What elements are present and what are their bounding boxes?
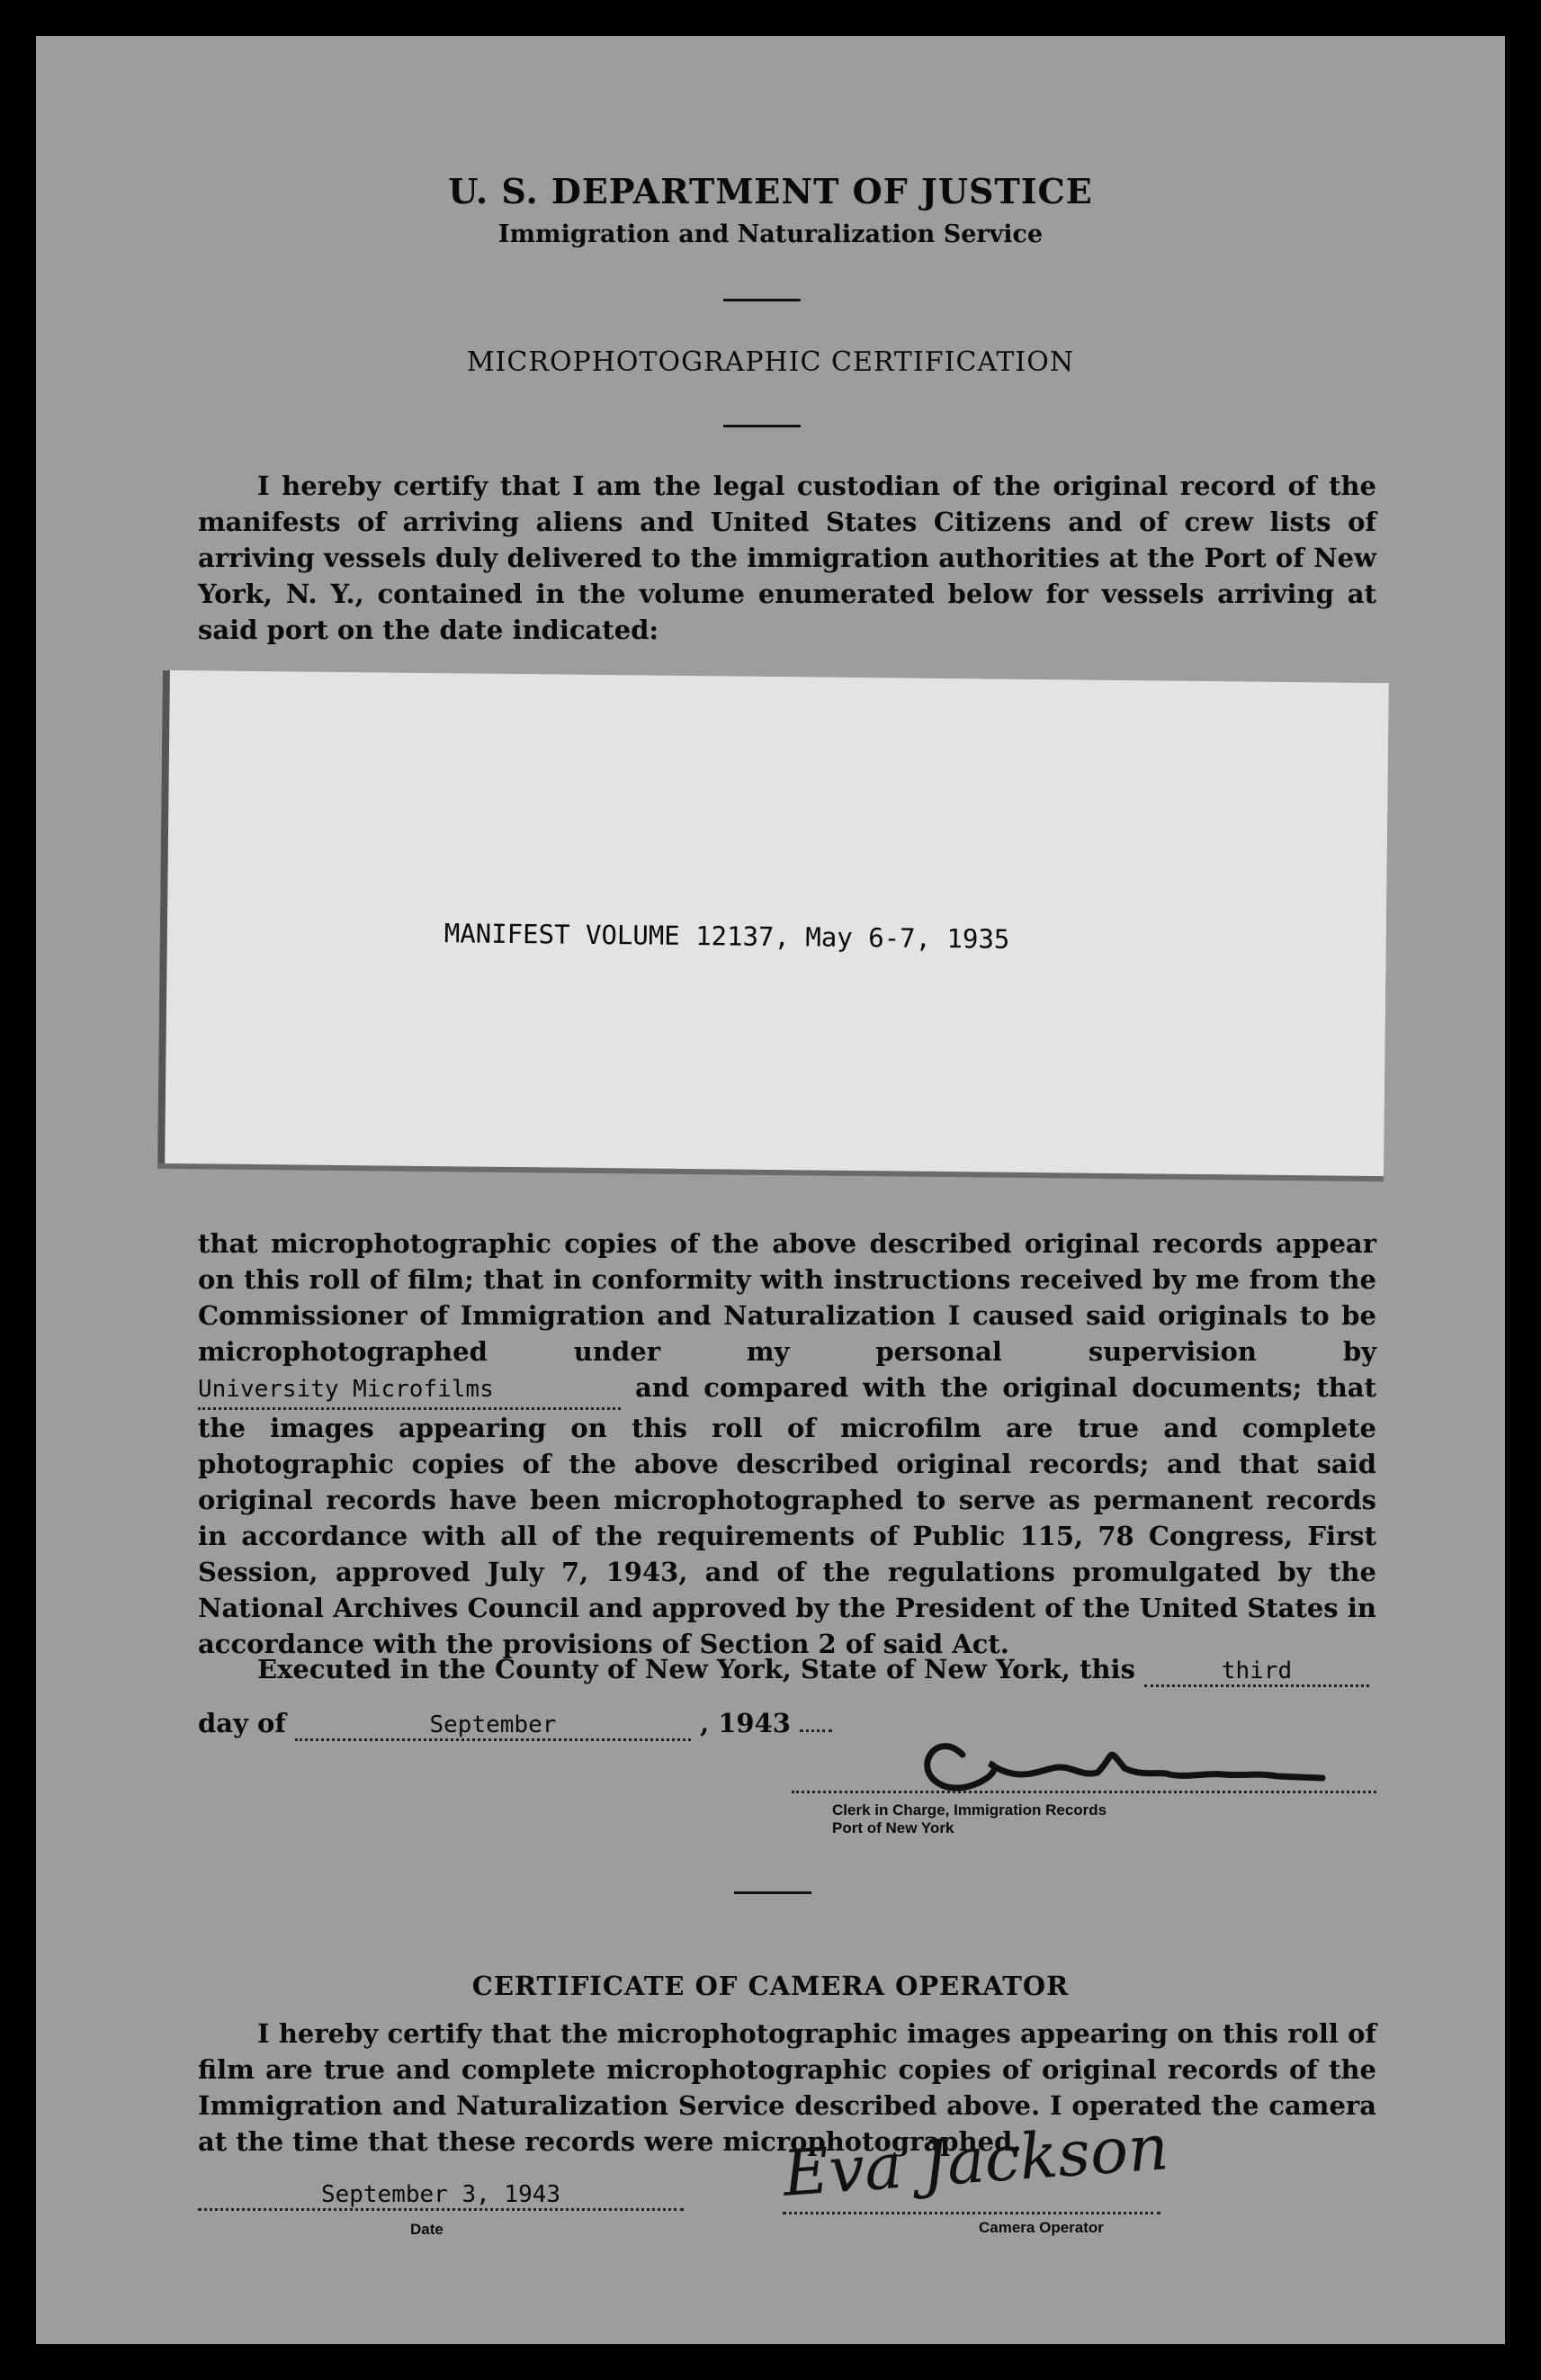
executed-day-value: third (1221, 1657, 1293, 1684)
year-value: , 1943 (700, 1708, 791, 1738)
service-heading: Immigration and Naturalization Service (497, 220, 1044, 248)
filmed-by-value: University Microfilms (198, 1376, 494, 1403)
divider (723, 425, 801, 427)
divider (734, 1891, 811, 1894)
operator-title: CERTIFICATE OF CAMERA OPERATOR (471, 1971, 1070, 2001)
day-of-line (198, 1708, 832, 1741)
volume-card (157, 670, 1389, 1176)
operator-date-value: September 3, 1943 (320, 2181, 561, 2208)
certification-title: MICROPHOTOGRAPHIC CERTIFICATION (466, 346, 1075, 378)
operator-date-field (198, 2178, 684, 2211)
operator-signature-line (783, 2212, 1160, 2214)
certification-body (198, 1226, 1376, 1662)
department-heading: U. S. DEPARTMENT OF JUSTICE (448, 171, 1093, 211)
operator-paragraph: I hereby certify that the microphotographic images appearing on this roll of film are true and complete microphotographic copies of original records of the Immigration and Naturalization Service described above. I operated the camera at the time that these records were microphotographed. (198, 2018, 1376, 2157)
clerk-signature (900, 1719, 1367, 1809)
operator-signature: Eva Jackson (780, 2110, 1171, 2211)
operator-date-line (198, 2178, 684, 2211)
intro-paragraph: I hereby certify that I am the legal custodian of the original record of the manifests of arriving aliens and United States Citizens and of crew lists of arriving vessels duly delivered to the immigration authorities at the Port of New York, N. Y., contained in the volume enumerated below for vessels arriving at said port on the date indicated: (198, 471, 1376, 645)
date-label: Date (410, 2221, 443, 2238)
executed-line (257, 1654, 1369, 1687)
month-field (295, 1708, 691, 1741)
executed-text: Executed in the County of New York, State of New York, this (257, 1654, 1135, 1684)
operator-label: Camera Operator (979, 2219, 1104, 2236)
certificate-page (36, 36, 1505, 2344)
clerk-signature-line (792, 1791, 1376, 1793)
filmed-by-field (198, 1370, 621, 1410)
month-value: September (429, 1711, 557, 1738)
divider (723, 299, 801, 301)
year-dots (800, 1729, 832, 1732)
clerk-title-line1: Clerk in Charge, Immigration Records (832, 1801, 1107, 1819)
volume-label: MANIFEST VOLUME 12137, May 6-7, 1935 (443, 918, 1010, 955)
day-of-label: day of (198, 1708, 286, 1738)
clerk-title-line2: Port of New York (832, 1819, 954, 1837)
body-part-b: and compared with the original documents; that the images appearing on this roll of microfilm are true and complete photographic copies of the above described original records; and that said original records have been microphotographed to serve as permanent records in accordance with all of the requirements of Public 115, 78 Congress, First Session, approved July 7, 1943, and of the regulations promulgated by the National Archives Council and approved by the President of the United States in accordance with the provisions of Section 2 of said Act. (198, 1372, 1376, 1659)
body-part-a: that microphotographic copies of the above described original records appear on this roll of film; that in conformity with instructions received by me from the Commissioner of Immigration and Naturalization I caused said originals to be microphotographed under my personal supervision by (198, 1228, 1376, 1367)
clerk-title (832, 1801, 1106, 1837)
executed-day-field (1144, 1654, 1369, 1687)
